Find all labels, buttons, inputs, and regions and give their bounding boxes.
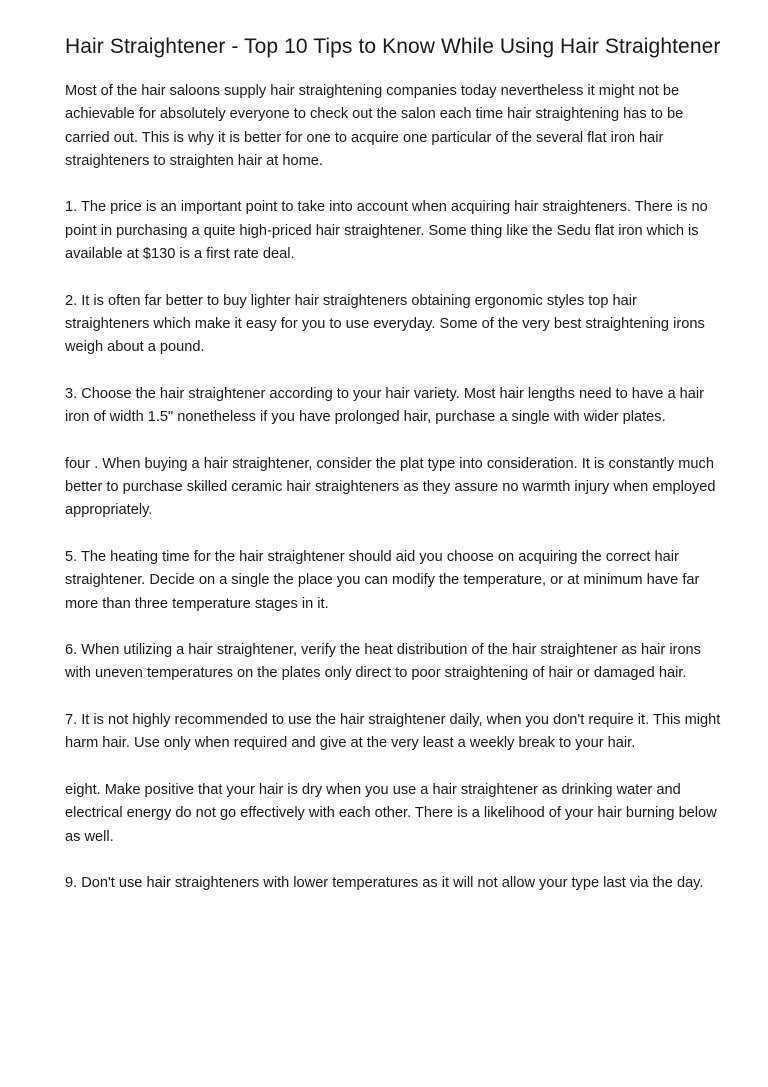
tip-6-paragraph: 6. When utilizing a hair straightener, verify the heat distribution of the hair straightener as hair irons with uneven temperatures on the plates only direct to poor straightening of hair or damaged hair. (65, 642, 701, 682)
document-page (65, 35, 725, 919)
tip-8-paragraph: eight. Make positive that your hair is dry when you use a hair straightener as drinking water and electrical energy do not go effectively with each other. There is a likelihood of your hair burning below as well. (65, 781, 717, 845)
tip-7-paragraph: 7. It is not highly recommended to use the hair straightener daily, when you don't require it. This might harm hair. Use only when required and give at the very least a weekly break to your hair. (65, 712, 721, 752)
document-title: Hair Straightener - Top 10 Tips to Know While Using Hair Straightener (65, 35, 721, 58)
tip-4-paragraph: four . When buying a hair straightener, consider the plat type into consideration. It is constantly much better to purchase skilled ceramic hair straighteners as they assure no warmth injury when employed appropriately. (65, 455, 716, 519)
tip-1-paragraph: 1. The price is an important point to take into account when acquiring hair straighteners. There is no point in purchasing a quite high-priced hair straightener. Some thing like the Sedu flat iron which is available at $130 is a first rate deal. (65, 199, 708, 263)
tip-5-paragraph: 5. The heating time for the hair straightener should aid you choose on acquiring the correct hair straightener. Decide on a single the place you can modify the temperature, or at minimum have far more than three temperature stages in it. (65, 548, 700, 612)
tip-2-paragraph: 2. It is often far better to buy lighter hair straighteners obtaining ergonomic styles top hair straighteners which make it easy for you to use everyday. Some of the very best straightening irons weigh about a pound. (65, 292, 705, 356)
tip-3-paragraph: 3. Choose the hair straightener according to your hair variety. Most hair lengths need to have a hair iron of width 1.5" nonetheless if you have prolonged hair, purchase a single with wider plates. (65, 385, 704, 426)
tip-9-paragraph: 9. Don't use hair straighteners with lower temperatures as it will not allow your type last via the day. (65, 875, 704, 892)
intro-paragraph: Most of the hair saloons supply hair straightening companies today nevertheless it might not be achievable for absolutely everyone to check out the salon each time hair straightening has to be carried out. This is why it is better for one to acquire one particular of the several flat iron hair straighteners to straighten hair at home. (65, 83, 684, 169)
